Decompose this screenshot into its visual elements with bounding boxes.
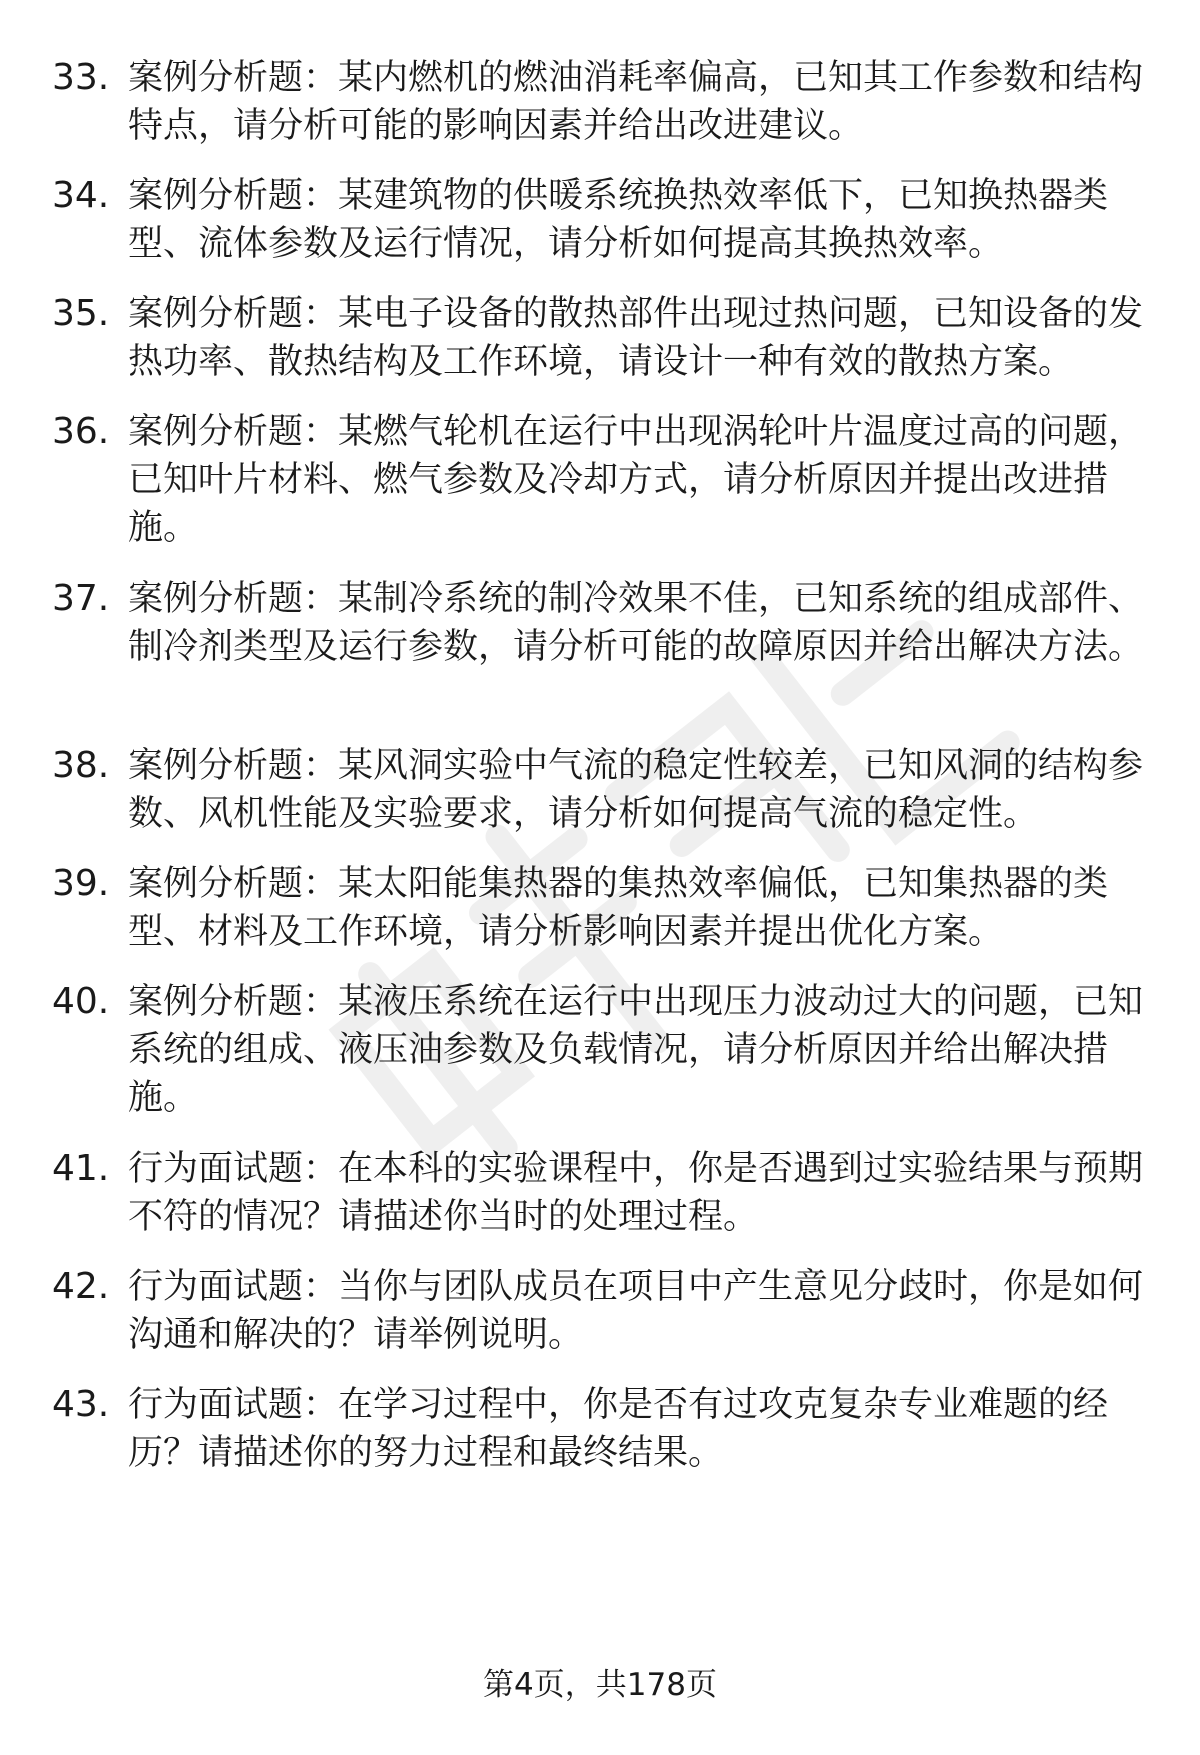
question-number: 40. <box>52 981 110 1022</box>
question-text: 案例分析题：某建筑物的供暖系统换热效率低下，已知换热器类型、流体参数及运行情况，请分析如何提高其换热效率。 <box>128 176 1109 264</box>
question-number: 43. <box>52 1384 110 1425</box>
question-number: 34. <box>52 175 110 216</box>
question-number: 42. <box>52 1266 110 1307</box>
question-number: 37. <box>52 578 110 619</box>
question-text: 案例分析题：某风洞实验中气流的稳定性较差，已知风洞的结构参数、风机性能及实验要求，请分析如何提高气流的稳定性。 <box>128 746 1144 834</box>
question-number: 39. <box>52 863 110 904</box>
question-number: 38. <box>52 745 110 786</box>
question-number: 33. <box>52 57 110 98</box>
question-number: 35. <box>52 293 110 334</box>
question-text: 行为面试题：在学习过程中，你是否有过攻克复杂专业难题的经历？请描述你的努力过程和最终结果。 <box>128 1385 1109 1473</box>
question-text: 案例分析题：某内燃机的燃油消耗率偏高，已知其工作参数和结构特点，请分析可能的影响因素并给出改进建议。 <box>128 58 1144 146</box>
question-number: 36. <box>52 411 110 452</box>
question-number: 41. <box>52 1148 110 1189</box>
page-footer: 第4页，共178页 <box>483 1667 717 1703</box>
question-text: 行为面试题：在本科的实验课程中，你是否遇到过实验结果与预期不符的情况？请描述你当时的处理过程。 <box>128 1149 1144 1237</box>
question-text: 案例分析题：某燃气轮机在运行中出现涡轮叶片温度过高的问题，已知叶片材料、燃气参数及冷却方式，请分析原因并提出改进措施。 <box>128 412 1144 548</box>
question-text: 行为面试题：当你与团队成员在项目中产生意见分歧时，你是如何沟通和解决的？请举例说明。 <box>128 1267 1144 1355</box>
question-text: 案例分析题：某液压系统在运行中出现压力波动过大的问题，已知系统的组成、液压油参数及负载情况，请分析原因并给出解决措施。 <box>128 982 1144 1118</box>
question-text: 案例分析题：某电子设备的散热部件出现过热问题，已知设备的发热功率、散热结构及工作环境，请设计一种有效的散热方案。 <box>128 294 1144 382</box>
question-text: 案例分析题：某制冷系统的制冷效果不佳，已知系统的组成部件、制冷剂类型及运行参数，请分析可能的故障原因并给出解决方法。 <box>128 579 1144 667</box>
question-text: 案例分析题：某太阳能集热器的集热效率偏低，已知集热器的类型、材料及工作环境，请分析影响因素并提出优化方案。 <box>128 864 1109 952</box>
